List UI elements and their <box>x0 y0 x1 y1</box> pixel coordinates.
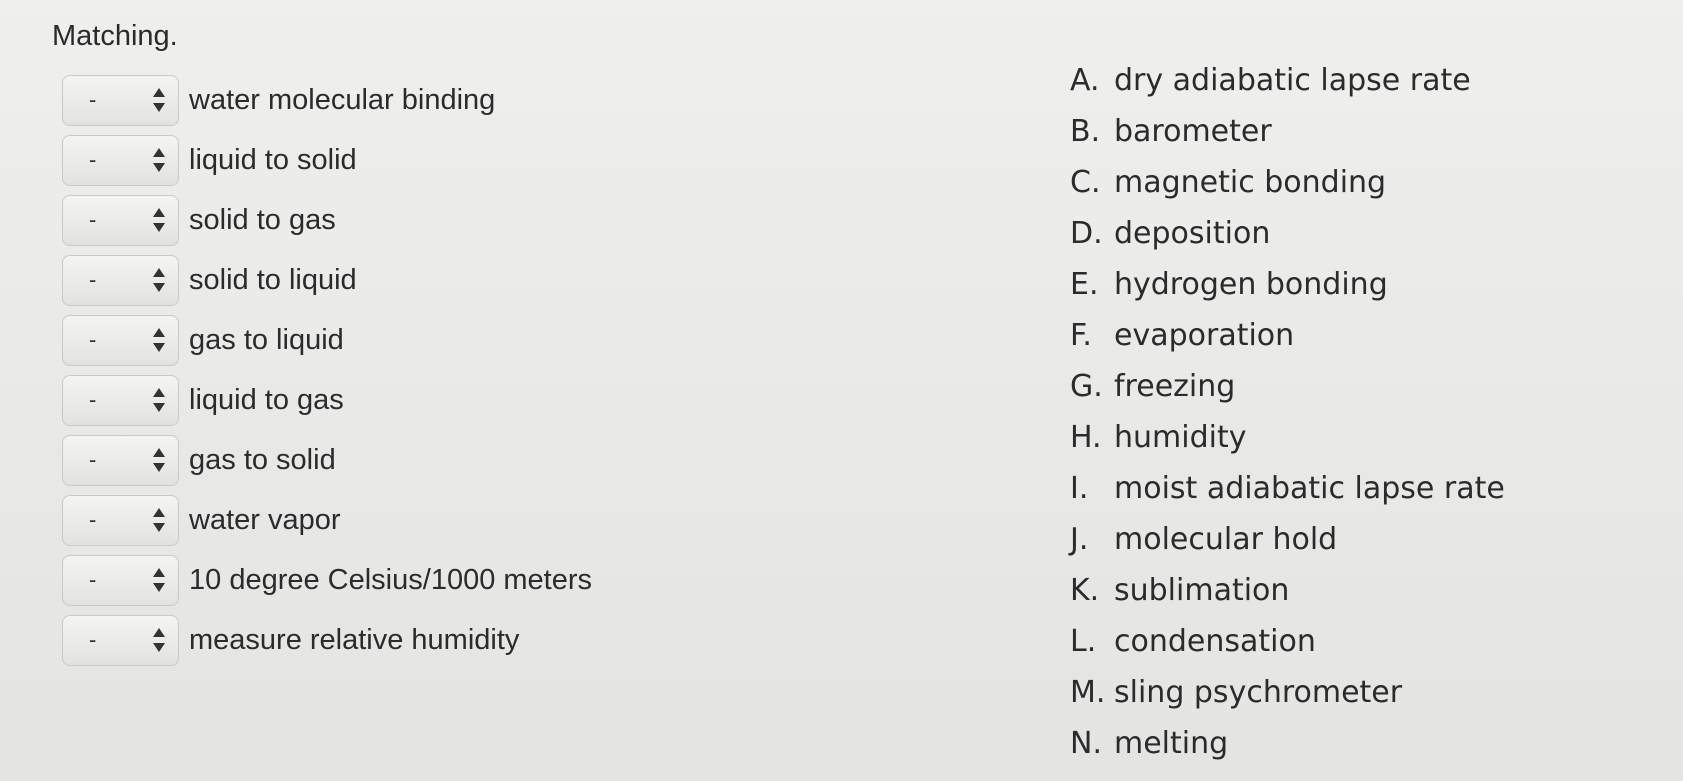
select-value: - <box>89 507 97 532</box>
answer-select[interactable] <box>62 315 179 366</box>
answer-letter: I. <box>1070 471 1089 506</box>
question-label: water molecular binding <box>189 83 496 116</box>
answer-text: dry adiabatic lapse rate <box>1114 63 1471 98</box>
answer-item <box>1070 718 1505 769</box>
answer-item <box>1070 514 1505 565</box>
question-label: solid to liquid <box>189 263 357 296</box>
answer-text: deposition <box>1114 216 1271 251</box>
answer-letter: N. <box>1070 726 1102 761</box>
answer-item <box>1070 361 1505 412</box>
answer-item <box>1070 106 1505 157</box>
answer-text: magnetic bonding <box>1114 165 1387 200</box>
answer-select[interactable] <box>62 615 179 666</box>
select-value: - <box>89 207 97 232</box>
answer-text: moist adiabatic lapse rate <box>1114 471 1505 506</box>
answer-text: sublimation <box>1114 573 1290 608</box>
answer-item <box>1070 667 1505 718</box>
answer-select[interactable] <box>62 255 179 306</box>
answer-select[interactable] <box>62 135 179 186</box>
answer-letter: G. <box>1070 369 1103 404</box>
answer-letter: J. <box>1070 522 1089 557</box>
answer-item <box>1070 259 1505 310</box>
question-row <box>62 190 592 250</box>
question-label: solid to gas <box>189 203 336 236</box>
question-label: gas to liquid <box>189 323 344 356</box>
question-row <box>62 370 592 430</box>
up-down-arrows-icon <box>152 445 166 475</box>
answer-letter: C. <box>1070 165 1101 200</box>
answer-text: hydrogen bonding <box>1114 267 1388 302</box>
answer-letter: F. <box>1070 318 1092 353</box>
up-down-arrows-icon <box>152 145 166 175</box>
answer-item <box>1070 463 1505 514</box>
answer-select[interactable] <box>62 375 179 426</box>
answer-item <box>1070 208 1505 259</box>
answer-item <box>1070 565 1505 616</box>
question-label: liquid to gas <box>189 383 344 416</box>
question-list <box>62 70 592 670</box>
answer-select[interactable] <box>62 555 179 606</box>
answer-letter: E. <box>1070 267 1099 302</box>
answer-item <box>1070 157 1505 208</box>
answer-select[interactable] <box>62 435 179 486</box>
up-down-arrows-icon <box>152 565 166 595</box>
question-row <box>62 610 592 670</box>
select-value: - <box>89 267 97 292</box>
select-value: - <box>89 327 97 352</box>
answer-text: melting <box>1114 726 1229 761</box>
up-down-arrows-icon <box>152 385 166 415</box>
question-row <box>62 490 592 550</box>
answer-letter: L. <box>1070 624 1097 659</box>
answer-item <box>1070 55 1505 106</box>
answer-text: condensation <box>1114 624 1316 659</box>
question-row <box>62 430 592 490</box>
answer-list <box>1070 55 1505 769</box>
answer-letter: H. <box>1070 420 1102 455</box>
up-down-arrows-icon <box>152 625 166 655</box>
answer-text: molecular hold <box>1114 522 1338 557</box>
answer-letter: A. <box>1070 63 1100 98</box>
question-row <box>62 70 592 130</box>
select-value: - <box>89 627 97 652</box>
select-value: - <box>89 87 97 112</box>
question-label: liquid to solid <box>189 143 357 176</box>
question-row <box>62 250 592 310</box>
question-label: 10 degree Celsius/1000 meters <box>189 563 593 596</box>
up-down-arrows-icon <box>152 505 166 535</box>
select-value: - <box>89 147 97 172</box>
answer-text: humidity <box>1114 420 1247 455</box>
up-down-arrows-icon <box>152 205 166 235</box>
question-row <box>62 310 592 370</box>
up-down-arrows-icon <box>152 325 166 355</box>
answer-text: sling psychrometer <box>1114 675 1403 710</box>
answer-text: barometer <box>1114 114 1272 149</box>
up-down-arrows-icon <box>152 265 166 295</box>
answer-letter: K. <box>1070 573 1100 608</box>
page-title: Matching. <box>52 20 178 52</box>
answer-select[interactable] <box>62 75 179 126</box>
question-label: gas to solid <box>189 443 336 476</box>
answer-letter: M. <box>1070 675 1106 710</box>
up-down-arrows-icon <box>152 85 166 115</box>
answer-select[interactable] <box>62 495 179 546</box>
question-row <box>62 130 592 190</box>
select-value: - <box>89 447 97 472</box>
select-value: - <box>89 567 97 592</box>
select-value: - <box>89 387 97 412</box>
answer-item <box>1070 616 1505 667</box>
answer-text: freezing <box>1114 369 1236 404</box>
question-label: water vapor <box>189 503 341 536</box>
answer-letter: D. <box>1070 216 1103 251</box>
answer-select[interactable] <box>62 195 179 246</box>
question-label: measure relative humidity <box>189 623 520 656</box>
answer-item <box>1070 310 1505 361</box>
question-row <box>62 550 592 610</box>
answer-letter: B. <box>1070 114 1101 149</box>
answer-item <box>1070 412 1505 463</box>
answer-text: evaporation <box>1114 318 1295 353</box>
